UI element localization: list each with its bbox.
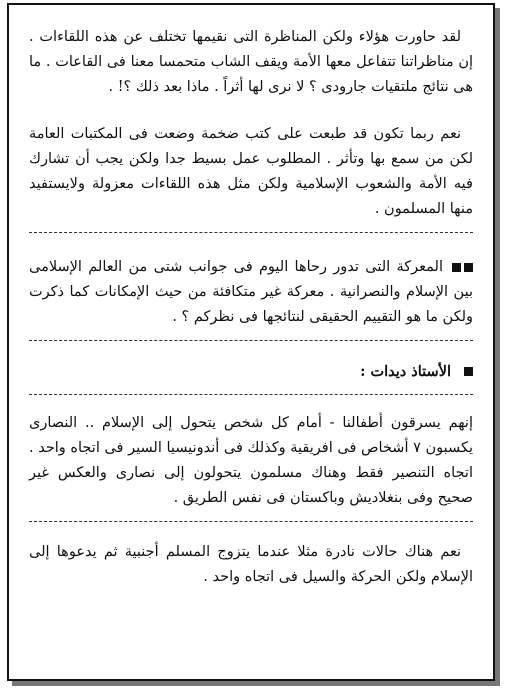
- paragraph-text: إنهم يسرقون أطفالنا - أمام كل شخص يتحول إلى الإسلام .. النصارى يكسبون ٧ أشخاص فى افريقية وكذلك فى أندونيسيا السير فى اتجاه واحد . اتجاه التنصير فقط وهناك مسلمون يتحولون إلى نصارى والعكس غير صحيح وفى بنغلاديش وباكستان فى نفس الطريق .: [28, 415, 473, 506]
- dashed-divider: [29, 340, 473, 341]
- paragraph-answer-2: [29, 540, 473, 590]
- question-marker-icon: [449, 255, 473, 280]
- paragraph-text: المعركة التى تدور رحاها اليوم فى جوانب شتى من العالم الإسلامى بين الإسلام والنصرانية . معركة غير متكافئة من حيث الإمكانات كما ذكرت ولكن ما هو التقييم الحقيقى لنتائجها فى نظركم ؟ .: [29, 259, 473, 325]
- paragraph-answer-1: [29, 411, 473, 511]
- paragraph-text: نعم هناك حالات نادرة مثلا عندما يتزوج المسلم أجنبية ثم يدعوها إلى الإسلام ولكن الحركة والسيل فى اتجاه واحد .: [29, 544, 473, 585]
- dashed-divider: [29, 232, 473, 233]
- speaker-marker-icon: [464, 367, 473, 376]
- paragraph-text: لقد حاورت هؤلاء ولكن المناظرة التى نقيمها تختلف عن هذه اللقاءات . إن مناظراتنا تتفاعل معها الأمة ويقف الشاب متحمسا معنا فى القاعات . ما هى نتائج ملتقيات جارودى ؟ لا نرى لها أثراً . ماذا بعد ذلك ؟! .: [29, 29, 473, 95]
- paragraph-question-2: [29, 255, 473, 330]
- dashed-divider: [29, 521, 473, 522]
- paragraph-question-1: [29, 25, 473, 100]
- paragraph-continuation: [29, 122, 473, 222]
- paragraph-text: نعم ربما تكون قد طبعت على كتب ضخمة وضعت فى المكتبات العامة لكن من سمع بها وتأثر . المطلوب عمل بسيط جدا ولكن يجب أن تشارك فيه الأمة والشعوب الإسلامية ولكن مثل هذه اللقاءات معزولة ولايستفيد منها المسلمون .: [29, 126, 473, 217]
- page-frame: [7, 3, 495, 681]
- dashed-divider: [29, 394, 473, 395]
- article-body: [29, 25, 473, 590]
- speaker-heading: [29, 359, 473, 384]
- speaker-name: الأستاذ ديدات :: [360, 363, 451, 380]
